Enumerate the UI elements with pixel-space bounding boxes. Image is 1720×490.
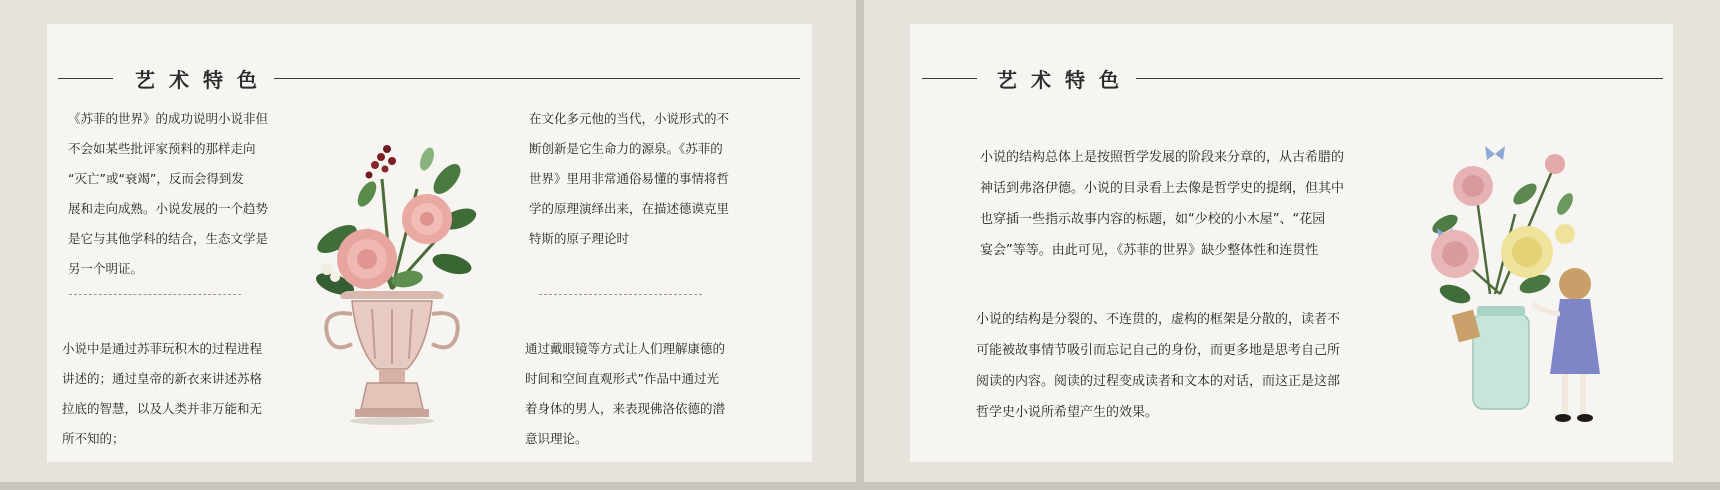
flower-vase-illustration	[297, 119, 487, 449]
slide-title: 艺术特色	[135, 68, 271, 92]
header-rule-left	[922, 78, 977, 79]
paragraph-structure-overview: 小说的结构总体上是按照哲学发展的阶段来分章的，从古希腊的 神话到弗洛伊德。小说的目录看上去像是哲学史的提纲，但其中 也穿插一些指示故事内容的标题，如“少校的小木屋”、“花园 宴会”等等。由此可见，《苏菲的世界》缺少整体性和连贯性	[980, 150, 1345, 258]
slide-right	[864, 0, 1720, 482]
slide-left	[0, 0, 856, 482]
header-rule-left	[58, 78, 113, 79]
paragraph-bottom-right: 通过戴眼镜等方式让人们理解康德的 时间和空间直观形式”作品中通过光 着身体的男人，来表现佛洛依德的潜 意识理论。	[525, 341, 726, 446]
slide-header	[910, 54, 1673, 92]
slide-header	[47, 54, 812, 92]
content-panel	[910, 24, 1673, 462]
paragraph-top-left: 《苏菲的世界》的成功说明小说非但 不会如某些批评家预料的那样走向 “灭亡”或“衰竭”，反而会得到发 展和走向成熟。小说发展的一个趋势 是它与其他学科的结合，生态文学是 另一个明证。	[68, 111, 269, 276]
header-rule-right	[1136, 78, 1663, 79]
paragraph-structure-effect: 小说的结构是分裂的、不连贯的，虚构的框架是分散的，读者不 可能被故事情节吸引而忘记自己的身份，而更多地是思考自己所 阅读的内容。阅读的过程变成读者和文本的对话，而这正是这部 哲学史小说所希望产生的效果。	[976, 312, 1341, 420]
dashed-divider-right	[539, 294, 702, 295]
dashed-divider-left	[69, 294, 241, 295]
paragraph-top-right: 在文化多元他的当代，小说形式的不 断创新是它生命力的源泉。《苏菲的 世界》里用非常通俗易懂的事情将哲 学的原理演绎出来，在描述德谟克里 特斯的原子理论时	[529, 111, 730, 246]
girl-flower-jar-illustration	[1415, 134, 1625, 454]
header-rule-right	[274, 78, 800, 79]
paragraph-bottom-left: 小说中是通过苏菲玩积木的过程进程 讲述的；通过皇帝的新衣来讲述苏格 拉底的智慧，以及人类并非万能和无 所不知的；	[62, 341, 263, 446]
slide-title: 艺术特色	[997, 68, 1133, 92]
content-panel	[47, 24, 812, 462]
